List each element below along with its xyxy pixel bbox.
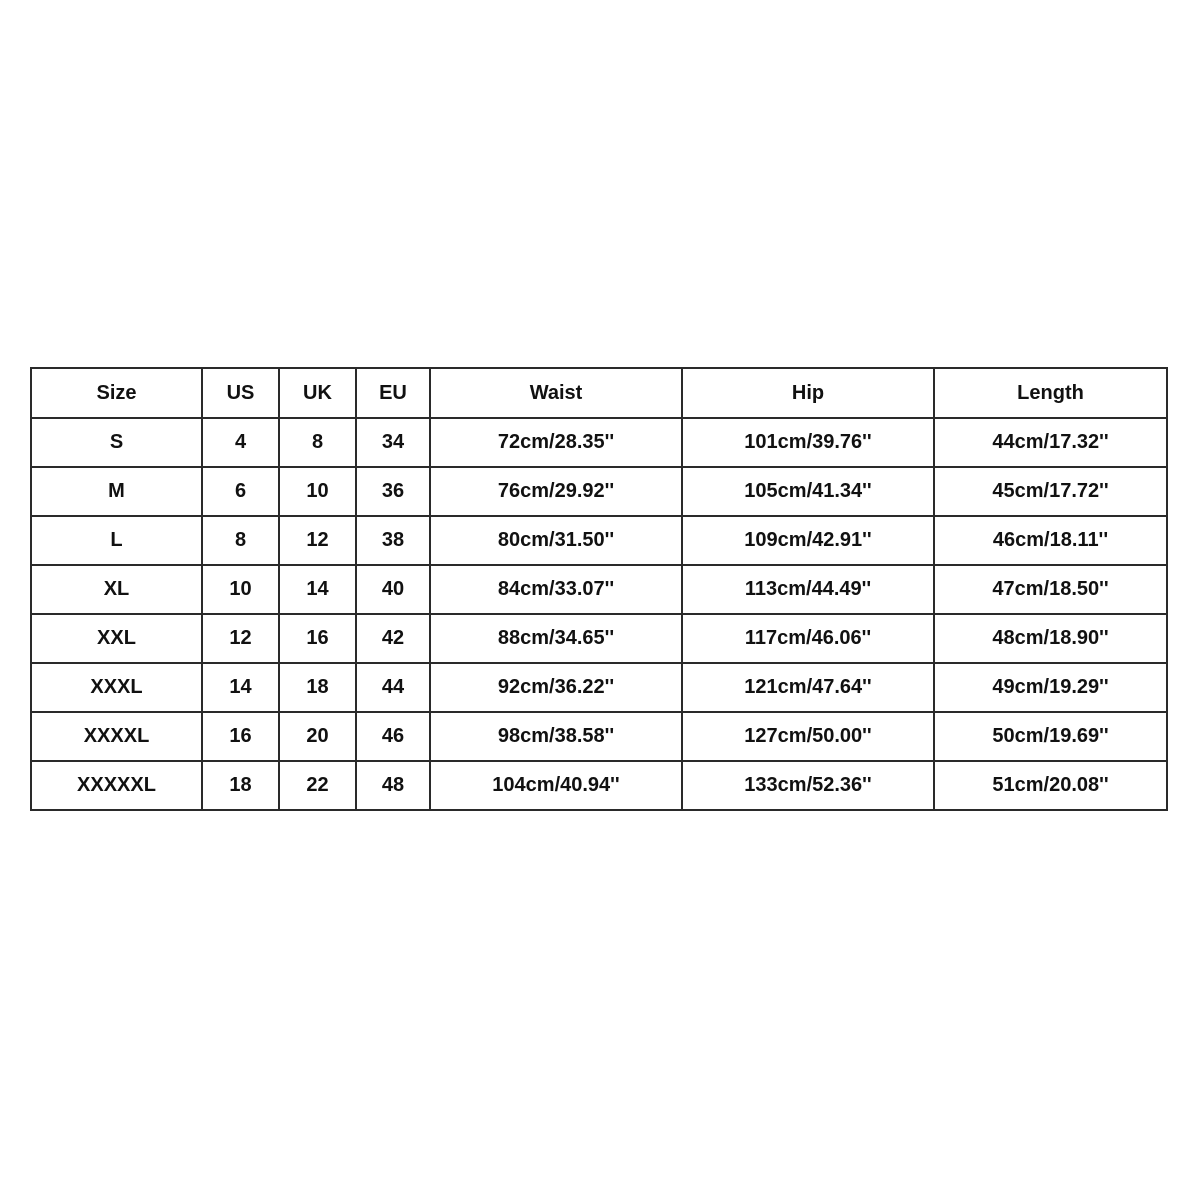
- cell-eu: 40: [356, 565, 430, 614]
- cell-waist: 72cm/28.35'': [430, 418, 682, 467]
- cell-size: S: [31, 418, 202, 467]
- cell-us: 10: [202, 565, 279, 614]
- cell-length: 46cm/18.11'': [934, 516, 1167, 565]
- cell-waist: 84cm/33.07'': [430, 565, 682, 614]
- cell-us: 18: [202, 761, 279, 810]
- table-row: [31, 614, 1167, 663]
- cell-eu: 42: [356, 614, 430, 663]
- cell-size: XXXXL: [31, 712, 202, 761]
- cell-eu: 36: [356, 467, 430, 516]
- header-waist: Waist: [430, 368, 682, 418]
- cell-eu: 38: [356, 516, 430, 565]
- cell-waist: 88cm/34.65'': [430, 614, 682, 663]
- table-row: [31, 565, 1167, 614]
- cell-waist: 92cm/36.22'': [430, 663, 682, 712]
- cell-hip: 113cm/44.49'': [682, 565, 934, 614]
- cell-us: 14: [202, 663, 279, 712]
- cell-hip: 101cm/39.76'': [682, 418, 934, 467]
- cell-length: 48cm/18.90'': [934, 614, 1167, 663]
- header-eu: EU: [356, 368, 430, 418]
- header-row: [31, 368, 1167, 418]
- cell-us: 8: [202, 516, 279, 565]
- cell-hip: 127cm/50.00'': [682, 712, 934, 761]
- cell-waist: 80cm/31.50'': [430, 516, 682, 565]
- cell-us: 12: [202, 614, 279, 663]
- cell-uk: 10: [279, 467, 356, 516]
- cell-us: 4: [202, 418, 279, 467]
- cell-length: 47cm/18.50'': [934, 565, 1167, 614]
- cell-eu: 34: [356, 418, 430, 467]
- cell-waist: 104cm/40.94'': [430, 761, 682, 810]
- cell-length: 51cm/20.08'': [934, 761, 1167, 810]
- cell-eu: 44: [356, 663, 430, 712]
- cell-uk: 22: [279, 761, 356, 810]
- header-us: US: [202, 368, 279, 418]
- size-chart-table: [30, 367, 1168, 811]
- header-size: Size: [31, 368, 202, 418]
- table-row: [31, 467, 1167, 516]
- header-length: Length: [934, 368, 1167, 418]
- cell-waist: 98cm/38.58'': [430, 712, 682, 761]
- cell-hip: 117cm/46.06'': [682, 614, 934, 663]
- cell-uk: 12: [279, 516, 356, 565]
- cell-uk: 20: [279, 712, 356, 761]
- cell-size: L: [31, 516, 202, 565]
- cell-waist: 76cm/29.92'': [430, 467, 682, 516]
- cell-eu: 46: [356, 712, 430, 761]
- cell-size: XXXXXL: [31, 761, 202, 810]
- cell-eu: 48: [356, 761, 430, 810]
- cell-uk: 8: [279, 418, 356, 467]
- table-row: [31, 663, 1167, 712]
- header-hip: Hip: [682, 368, 934, 418]
- cell-size: XXXL: [31, 663, 202, 712]
- cell-hip: 121cm/47.64'': [682, 663, 934, 712]
- cell-length: 44cm/17.32'': [934, 418, 1167, 467]
- cell-us: 16: [202, 712, 279, 761]
- cell-hip: 105cm/41.34'': [682, 467, 934, 516]
- cell-us: 6: [202, 467, 279, 516]
- cell-length: 50cm/19.69'': [934, 712, 1167, 761]
- table-row: [31, 761, 1167, 810]
- cell-uk: 18: [279, 663, 356, 712]
- table-row: [31, 418, 1167, 467]
- table-row: [31, 516, 1167, 565]
- cell-size: XXL: [31, 614, 202, 663]
- header-uk: UK: [279, 368, 356, 418]
- cell-uk: 16: [279, 614, 356, 663]
- table-row: [31, 712, 1167, 761]
- cell-length: 45cm/17.72'': [934, 467, 1167, 516]
- cell-length: 49cm/19.29'': [934, 663, 1167, 712]
- cell-uk: 14: [279, 565, 356, 614]
- cell-size: M: [31, 467, 202, 516]
- cell-size: XL: [31, 565, 202, 614]
- cell-hip: 133cm/52.36'': [682, 761, 934, 810]
- cell-hip: 109cm/42.91'': [682, 516, 934, 565]
